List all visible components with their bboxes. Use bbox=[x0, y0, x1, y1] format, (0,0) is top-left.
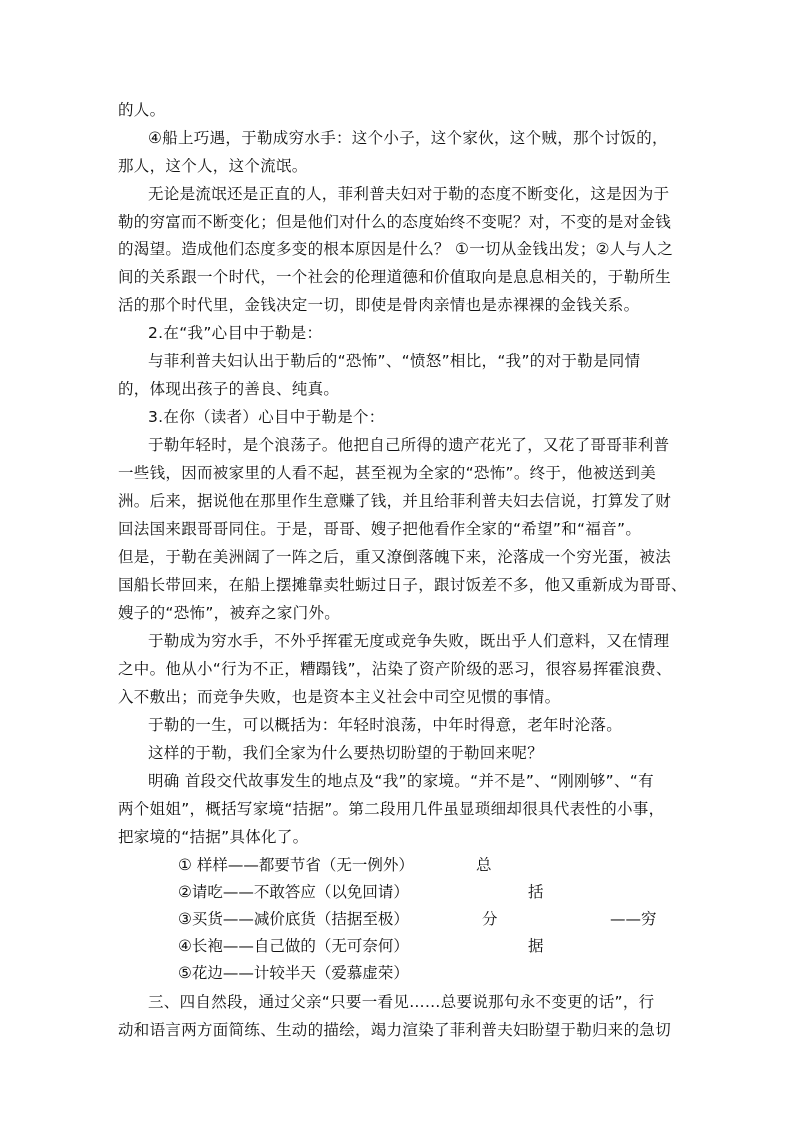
text-line: 于勒年轻时，是个浪荡子。他把自己所得的遗产花光了，又花了哥哥菲利普 bbox=[148, 436, 670, 454]
text-line: 无论是流氓还是正直的人，菲利普夫妇对于勒的态度不断变化，这是因为于 bbox=[148, 185, 670, 203]
text-line: 洲。后来，据说他在那里作生意赚了钱，并且给菲利普夫妇去信说，打算发了财 bbox=[118, 492, 672, 510]
text-line: ④船上巧遇，于勒成穷水手：这个小子，这个家伙，这个贼，那个讨饭的， bbox=[148, 129, 668, 147]
text-line: 三、四自然段，通过父亲“只要一看见……总要说那句永不变更的话”，行 bbox=[148, 993, 655, 1011]
table-row: ① 样样——都要节省（无一例外） bbox=[178, 856, 414, 874]
text-line: 的渴望。造成他们态度多变的根本原因是什么？ ①一切从金钱出发；②人与人之 bbox=[118, 240, 674, 258]
text-line: 与菲利普夫妇认出于勒后的“恐怖”、“愤怒”相比，“我”的对于勒是同情 bbox=[148, 352, 641, 370]
text-line: 勒的穷富而不断变化；但是他们对什么的态度始终不变呢？对，不变的是对金钱 bbox=[118, 213, 672, 231]
text-line: 嫂子的“恐怖”，被弃之家门外。 bbox=[118, 604, 341, 622]
table-row: ②请吃——不敢答应（以免回请） bbox=[178, 883, 409, 901]
brace-label: ——穷 bbox=[610, 910, 657, 928]
brace-label: 总 bbox=[476, 856, 492, 874]
text-line: 之中。他从小“行为不正，糟蹋钱”，沾染了资产阶级的恶习，很容易挥霍浪费、 bbox=[118, 660, 672, 678]
section-heading: 3.在你（读者）心目中于勒是个： bbox=[148, 408, 385, 426]
text-line: 间的关系跟一个时代，一个社会的伦理道德和价值取向是息息相关的，于勒所生 bbox=[118, 268, 672, 286]
text-line: 活的那个时代里，金钱决定一切，即使是骨肉亲情也是赤裸裸的金钱关系。 bbox=[118, 296, 640, 314]
table-row: ⑤花边——计较半天（爱慕虚荣） bbox=[178, 964, 409, 982]
section-heading: 2.在“我”心目中于勒是： bbox=[148, 324, 323, 342]
text-line: 一些钱，因而被家里的人看不起，甚至视为全家的“恐怖”。终于，他被送到美 bbox=[118, 464, 657, 482]
text-line: 但是，于勒在美洲阔了一阵之后，重又潦倒落魄下来，沦落成一个穷光蛋，被法 bbox=[118, 548, 672, 566]
brace-label: 分 bbox=[482, 910, 498, 928]
table-row: ④长袍——自己做的（无可奈何） bbox=[178, 937, 409, 955]
text-line: 的人。 bbox=[118, 101, 166, 119]
text-line: 这样的于勒，我们全家为什么要热切盼望的于勒回来呢？ bbox=[148, 744, 544, 762]
text-line: 明确 首段交代故事发生的地点及“我”的家境。“并不是”、“刚刚够”、“有 bbox=[148, 772, 654, 790]
text-line: 入不敷出；而竞争失败，也是资本主义社会中司空见惯的事情。 bbox=[118, 688, 561, 706]
text-line: 国船长带回来，在船上摆摊靠卖牡蛎过日子，跟讨饭差不多，他又重新成为哥哥、 bbox=[118, 576, 687, 594]
text-line: 那人，这个人，这个流氓。 bbox=[118, 157, 308, 175]
text-line: 把家境的“拮据”具体化了。 bbox=[118, 828, 309, 846]
text-line: 动和语言两方面简练、生动的描绘，竭力渲染了菲利普夫妇盼望于勒归来的急切 bbox=[118, 1021, 672, 1039]
text-line: 于勒成为穷水手，不外乎挥霍无度或竞争失败，既出乎人们意料，又在情理 bbox=[148, 632, 670, 650]
brace-label: 据 bbox=[528, 937, 544, 955]
table-row: ③买货——减价底货（拮据至极） bbox=[178, 910, 409, 928]
text-line: 于勒的一生，可以概括为：年轻时浪荡，中年时得意，老年时沦落。 bbox=[148, 716, 623, 734]
text-line: 的，体现出孩子的善良、纯真。 bbox=[118, 380, 340, 398]
text-line: 回法国来跟哥哥同住。于是，哥哥、嫂子把他看作全家的“希望”和“福音”。 bbox=[118, 520, 642, 538]
text-line: 两个姐姐”，概括写家境“拮据”。第二段用几件虽显琐细却很具代表性的小事， bbox=[118, 800, 665, 818]
brace-label: 括 bbox=[528, 883, 544, 901]
